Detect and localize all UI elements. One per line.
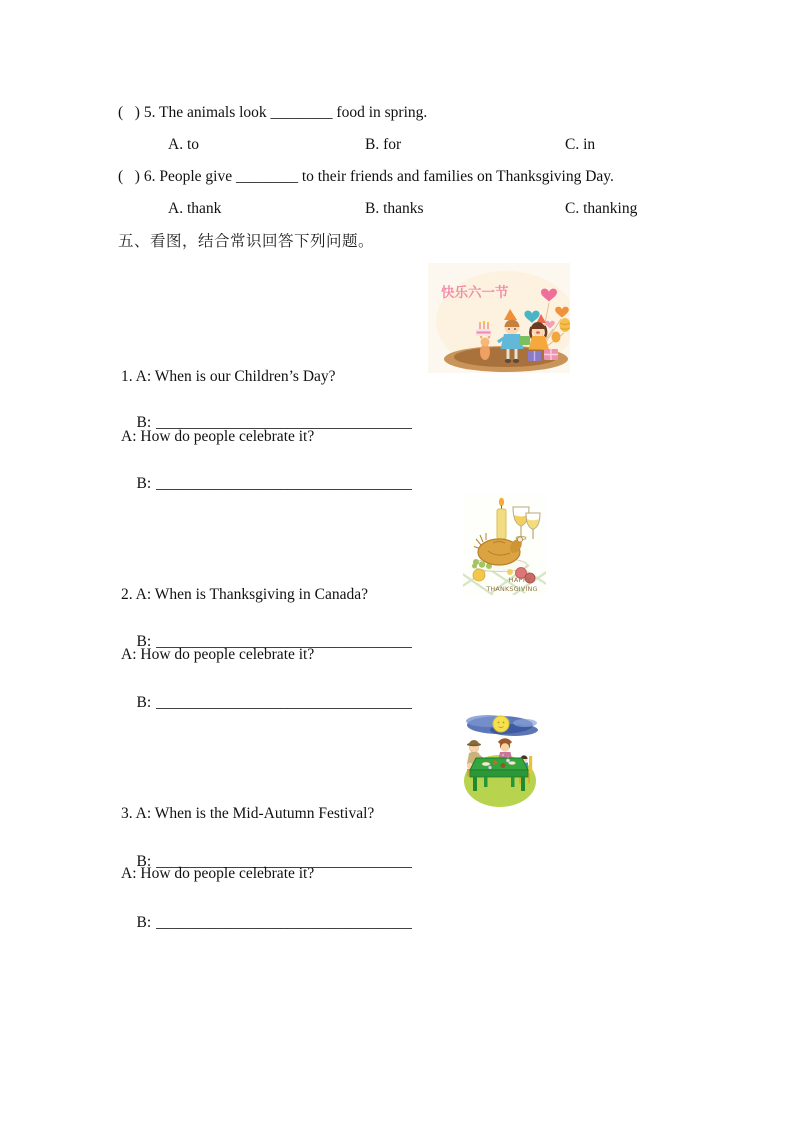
item-3-question-how: A: How do people celebrate it? — [121, 865, 315, 882]
mid-autumn-illustration — [462, 708, 540, 810]
answer-blank: _________________________________ — [156, 694, 412, 711]
answer-blank: _________________________________ — [156, 914, 412, 931]
mc-question-5: ( ) 5. The animals look ________ food in spring. — [118, 104, 428, 121]
thanksgiving-caption-line2: THANKSGIVING — [486, 585, 538, 593]
answer-blank: _________________________________ — [156, 475, 412, 492]
moon — [493, 716, 509, 732]
children-day-caption: 快乐六一节 — [441, 285, 509, 301]
answer-label: B: — [136, 914, 152, 931]
mc-question-6: ( ) 6. People give ________ to their friends and families on Thanksgiving Day. — [118, 168, 614, 185]
item-3-question-when: 3. A: When is the Mid-Autumn Festival? — [121, 805, 375, 822]
mc-question-5-option-b: B. for — [365, 136, 402, 153]
thanksgiving-image — [463, 493, 546, 595]
mc-question-5-option-a: A. to — [168, 136, 199, 153]
mc-question-5-option-c: C. in — [565, 136, 596, 153]
answer-blank: _________________________________ — [156, 853, 412, 870]
mid-autumn-image — [462, 708, 540, 810]
item-1-answer-line-2 — [121, 457, 412, 511]
answer-blank: _________________________________ — [156, 414, 412, 431]
thanksgiving-illustration — [463, 493, 546, 595]
answer-label: B: — [136, 694, 152, 711]
answer-label: B: — [136, 475, 152, 492]
children-day-illustration — [428, 263, 570, 373]
item-2-answer-line-2 — [121, 676, 412, 730]
answer-blank: _________________________________ — [156, 633, 412, 650]
section-5-heading: 五、看图，结合常识回答下列问题。 — [118, 232, 375, 250]
item-1-question-when: 1. A: When is our Children’s Day? — [121, 368, 336, 385]
answer-label: B: — [136, 414, 152, 431]
answer-label: B: — [136, 633, 152, 650]
mc-question-6-option-c: C. thanking — [565, 200, 638, 217]
answer-label: B: — [136, 853, 152, 870]
item-1-question-how: A: How do people celebrate it? — [121, 428, 315, 445]
mc-question-6-option-a: A. thank — [168, 200, 222, 217]
mc-question-6-option-b: B. thanks — [365, 200, 424, 217]
thanksgiving-caption-line1: HAPPY — [508, 576, 532, 584]
item-3-answer-line-2 — [121, 896, 412, 950]
item-2-question-how: A: How do people celebrate it? — [121, 646, 315, 663]
children-day-image — [428, 263, 570, 373]
item-2-question-when: 2. A: When is Thanksgiving in Canada? — [121, 586, 368, 603]
